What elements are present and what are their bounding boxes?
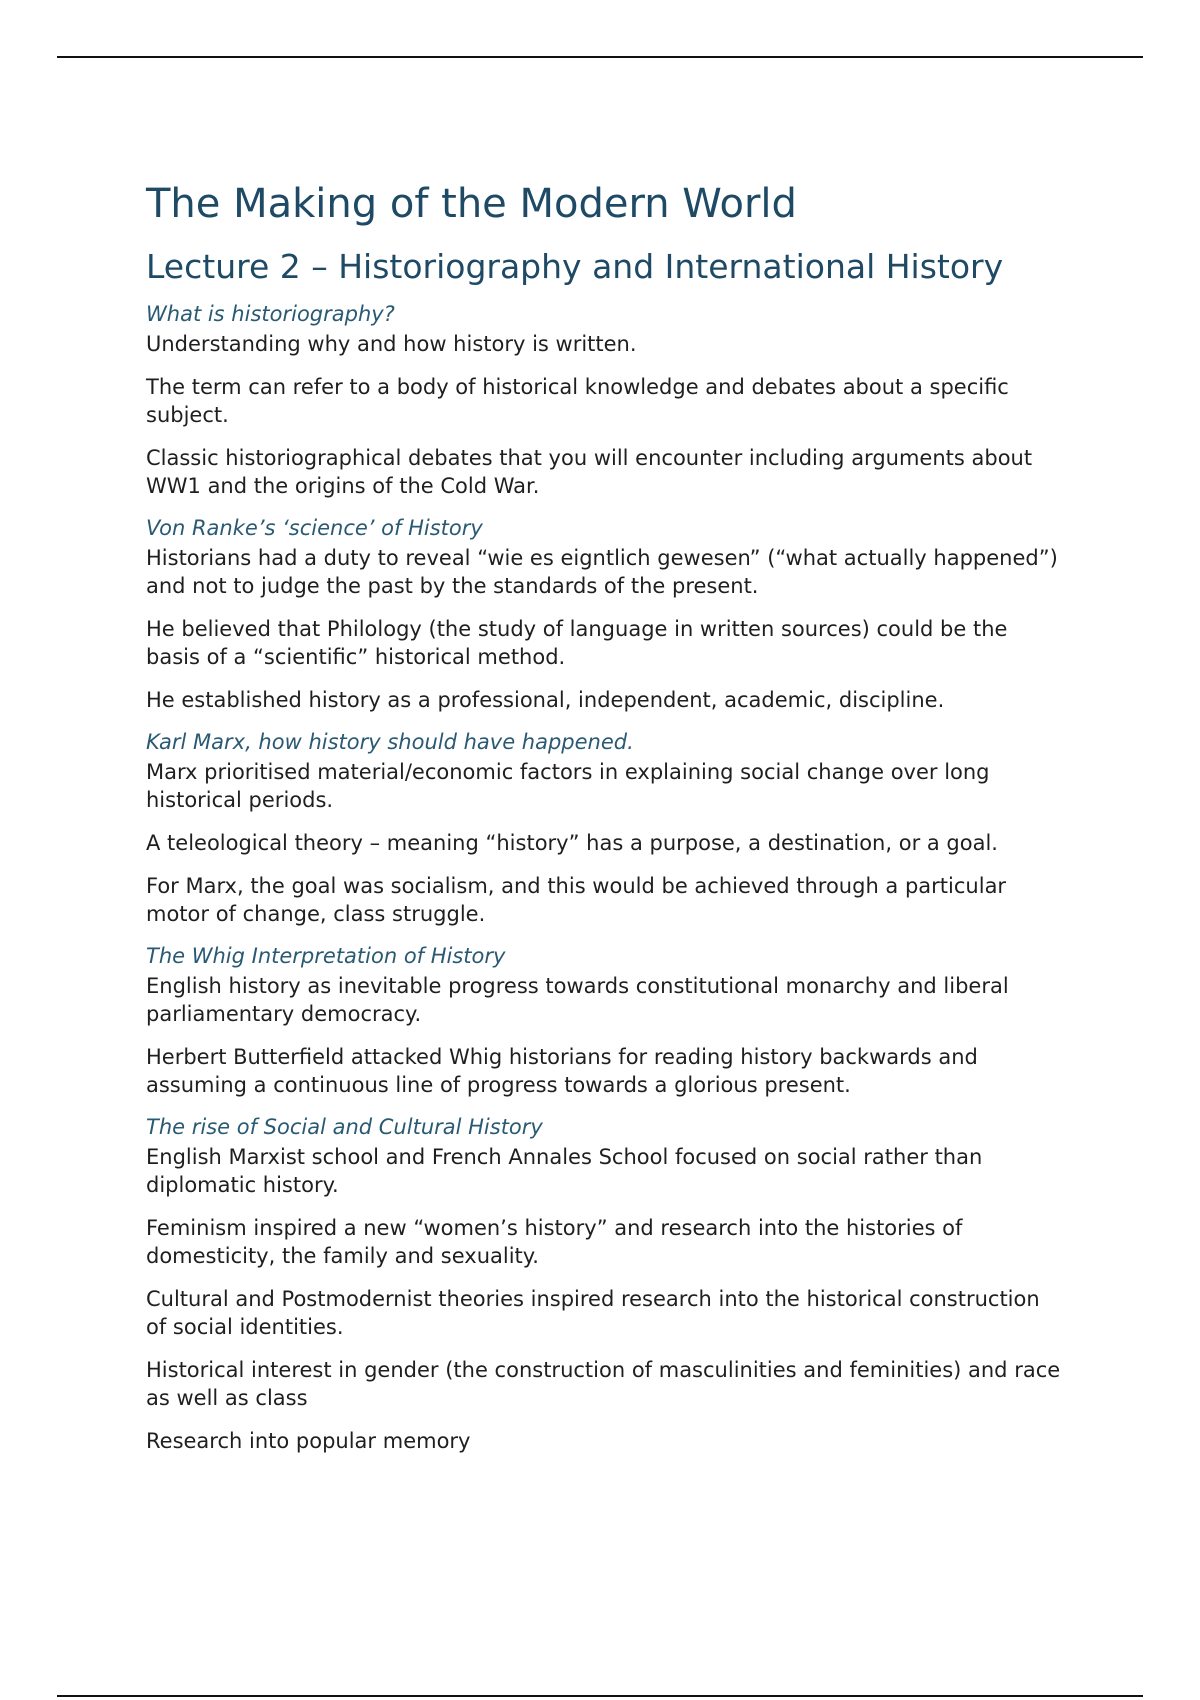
section-what-is-historiography — [146, 300, 1066, 500]
section-heading: The Whig Interpretation of History — [146, 944, 506, 968]
paragraph: English history as inevitable progress towards constitutional monarchy and liberal parliamentary democracy. — [146, 974, 1009, 1026]
section-karl-marx — [146, 728, 1066, 928]
document-body — [146, 176, 1066, 1469]
section-heading: What is historiography? — [146, 302, 395, 326]
section-heading: Karl Marx, how history should have happened. — [146, 730, 634, 754]
paragraph: A teleological theory – meaning “history” has a purpose, a destination, or a goal. — [146, 831, 998, 855]
paragraph: Research into popular memory — [146, 1429, 471, 1453]
paragraph: Cultural and Postmodernist theories inspired research into the historical construction of social identities. — [146, 1287, 1040, 1339]
paragraph: Classic historiographical debates that you will encounter including arguments about WW1 and the origins of the Cold War. — [146, 446, 1033, 498]
lecture-title: Lecture 2 – Historiography and International History — [146, 247, 1004, 286]
paragraph: For Marx, the goal was socialism, and this would be achieved through a particular motor of change, class struggle. — [146, 874, 1007, 926]
footer-rule — [57, 1695, 1143, 1697]
paragraph: Feminism inspired a new “women’s history” and research into the histories of domesticity, the family and sexuality. — [146, 1216, 963, 1268]
paragraph: He established history as a professional, independent, academic, discipline. — [146, 688, 945, 712]
paragraph: Understanding why and how history is written. — [146, 332, 637, 356]
paragraph: Historical interest in gender (the construction of masculinities and feminities) and race as well as class — [146, 1358, 1061, 1410]
paragraph: Marx prioritised material/economic factors in explaining social change over long historical periods. — [146, 760, 990, 812]
section-whig-interpretation — [146, 942, 1066, 1099]
paragraph: He believed that Philology (the study of language in written sources) could be the basis of a “scientific” historical method. — [146, 617, 1008, 669]
header-rule — [57, 56, 1143, 58]
paragraph: The term can refer to a body of historical knowledge and debates about a specific subject. — [146, 375, 1009, 427]
section-von-ranke — [146, 514, 1066, 714]
paragraph: Historians had a duty to reveal “wie es eigntlich gewesen” (“what actually happened”) and not to judge the past by the standards of the present. — [146, 546, 1058, 598]
paragraph: English Marxist school and French Annales School focused on social rather than diplomatic history. — [146, 1145, 983, 1197]
section-heading: Von Ranke’s ‘science’ of History — [146, 516, 483, 540]
paragraph: Herbert Butterfield attacked Whig historians for reading history backwards and assuming a continuous line of progress towards a glorious present. — [146, 1045, 978, 1097]
document-title: The Making of the Modern World — [146, 181, 797, 227]
section-social-cultural-history — [146, 1113, 1066, 1455]
section-heading: The rise of Social and Cultural History — [146, 1115, 543, 1139]
